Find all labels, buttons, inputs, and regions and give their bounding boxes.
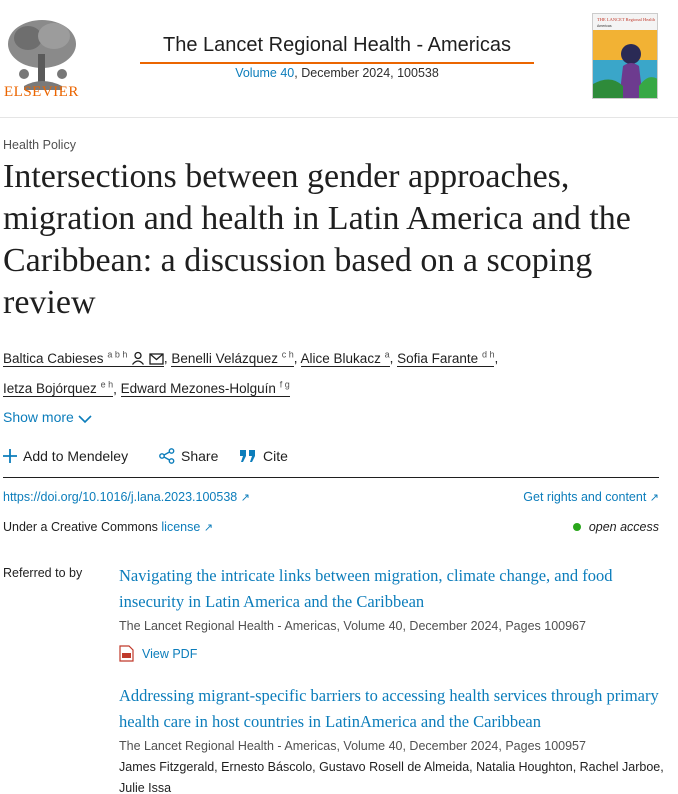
doi-link[interactable] [3, 490, 250, 504]
mail-icon [149, 349, 164, 373]
view-pdf-label: View PDF [142, 646, 198, 661]
author-list: Baltica Cabieses $^{a b h}$ , Benelli Velázquez $^{c h}$, Alice Blukacz $^a$, Sofia Farante $^{d h}$, Ietza Bojórquez $^{e h}$, Edward Mezones-Holguín $^{f g}$ [3, 349, 499, 396]
cover-subtitle: Americas [597, 24, 612, 28]
referred-to-by-label: Referred to by [3, 566, 83, 580]
author-affiliation: e h [100, 379, 114, 390]
quote-icon [239, 449, 257, 463]
get-rights-link[interactable] [523, 490, 659, 504]
external-link-icon: ↗ [203, 522, 214, 534]
referred-item-title[interactable]: Navigating the intricate links between migration, climate change, and food insecurity in Latin America and the Caribbean [119, 566, 613, 611]
author-link[interactable] [3, 351, 164, 367]
share-label: Share [181, 448, 219, 464]
chevron-down-icon [78, 415, 92, 424]
referred-item [119, 683, 664, 794]
license-link-text: license [161, 520, 201, 534]
article-type: Health Policy [3, 138, 76, 152]
doi-text: https://doi.org/10.1016/j.lana.2023.100538 [3, 490, 238, 504]
referred-item [119, 563, 664, 662]
license-link[interactable] [161, 520, 213, 534]
author-link[interactable] [3, 381, 113, 397]
volume-link[interactable]: Volume 40 [235, 66, 295, 80]
author-affiliation: c h [281, 349, 294, 359]
author-affiliation: a b h [107, 349, 128, 359]
journal-title-underline [140, 62, 534, 64]
journal-cover-thumbnail[interactable] [592, 13, 658, 99]
cite-button[interactable] [239, 448, 288, 464]
mendeley-label: Add to Mendeley [23, 448, 129, 464]
person-icon [131, 349, 145, 373]
author-name: Baltica Cabieses [3, 350, 104, 366]
author-name: Alice Blukacz [300, 350, 381, 366]
view-pdf-link[interactable] [119, 645, 664, 662]
external-link-icon: ↗ [240, 492, 250, 504]
journal-title[interactable]: The Lancet Regional Health - Americas [163, 34, 511, 56]
cover-image [593, 14, 658, 99]
share-icon [159, 448, 175, 464]
license-prefix: Under a Creative Commons [3, 520, 162, 534]
journal-header [0, 0, 678, 118]
cite-label: Cite [263, 448, 288, 464]
referred-item-source: The Lancet Regional Health - Americas, Volume 40, December 2024, Pages 100957 [119, 739, 586, 753]
referred-item-authors: James Fitzgerald, Ernesto Báscolo, Gustavo Rosell de Almeida, Natalia Houghton, Rachel Jarboe, Julie Issa [119, 760, 664, 794]
issue-details: , December 2024, 100538 [294, 66, 439, 80]
open-access-label: open access [588, 520, 659, 534]
author-name: Benelli Velázquez [171, 350, 278, 366]
author-link[interactable] [171, 351, 293, 367]
open-access-badge [573, 520, 659, 534]
pdf-icon [119, 645, 134, 662]
author-affiliation: a [384, 349, 390, 359]
author-name: Edward Mezones-Holguín [120, 381, 276, 396]
article-title: Intersections between gender approaches, migration and health in Latin America and the Caribbean: a discussion based on a scoping review [3, 158, 631, 321]
share-button[interactable] [159, 448, 218, 464]
author-name: Sofia Farante [397, 350, 479, 366]
referred-item-title[interactable]: Addressing migrant-specific barriers to accessing health services through primary health care in host countries in LatinAmerica and the Caribbean [119, 686, 659, 731]
author-link[interactable] [397, 351, 494, 367]
journal-issue-info [120, 66, 554, 80]
cover-title: THE LANCET Regional Health [597, 17, 656, 22]
author-name: Ietza Bojórquez [3, 381, 97, 396]
rights-text: Get rights and content [523, 490, 647, 504]
show-more-button[interactable] [3, 409, 92, 425]
author-link[interactable] [121, 381, 290, 397]
referred-item-source: The Lancet Regional Health - Americas, Volume 40, December 2024, Pages 100967 [119, 619, 586, 633]
add-to-mendeley-button[interactable] [3, 448, 128, 464]
author-affiliation: f g [279, 379, 290, 390]
show-more-label: Show more [3, 409, 74, 425]
elsevier-wordmark[interactable]: ELSEVIER [4, 84, 79, 100]
license-statement [3, 520, 213, 534]
author-affiliation: d h [481, 349, 495, 359]
external-link-icon: ↗ [649, 492, 659, 504]
author-link[interactable] [301, 351, 390, 367]
article-actions-bar [3, 448, 659, 478]
open-access-dot-icon [573, 523, 581, 531]
plus-icon [3, 449, 17, 463]
